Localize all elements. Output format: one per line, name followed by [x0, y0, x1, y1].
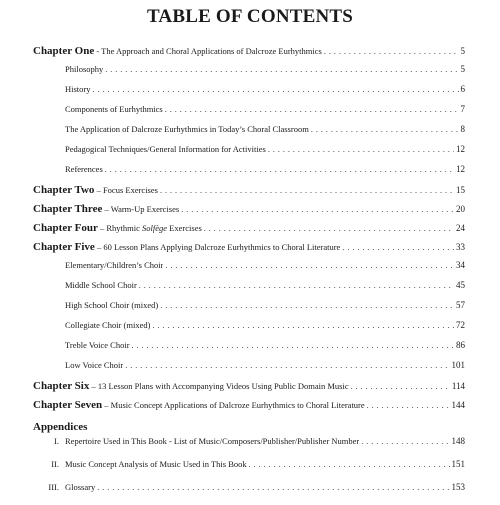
toc-entry-chapter-four[interactable] [33, 222, 465, 241]
section-label: Philosophy [65, 64, 104, 74]
dot-leader [367, 401, 450, 410]
chapter-description: – Focus Exercises [94, 185, 158, 195]
toc-entry-elementary[interactable] [33, 260, 465, 280]
solfege-italic: Solfège [142, 223, 168, 233]
page-number: 148 [451, 436, 465, 446]
section-label: References [65, 164, 103, 174]
chapter-name: Chapter Six [33, 380, 90, 392]
dot-leader [351, 382, 450, 391]
dot-leader [97, 483, 449, 492]
toc-entry-appendix-1[interactable] [33, 436, 465, 459]
dot-leader [165, 261, 454, 270]
appendix-numeral: II. [51, 459, 59, 469]
section-label: Treble Voice Choir [65, 340, 130, 350]
chapter-name: Chapter Two [33, 184, 95, 196]
dot-leader [93, 85, 459, 94]
toc-entry-application[interactable] [33, 124, 465, 144]
page-number: 144 [451, 400, 465, 410]
dot-leader [361, 437, 449, 446]
page-number: 7 [460, 104, 465, 114]
section-label: Middle School Choir [65, 280, 137, 290]
page-title: TABLE OF CONTENTS [146, 6, 354, 27]
toc-entry-high-school[interactable] [33, 300, 465, 320]
page-number: 45 [456, 280, 465, 290]
toc-entry-pedagogical[interactable] [33, 144, 465, 164]
section-label: Low Voice Choir [65, 360, 124, 370]
dot-leader [160, 301, 454, 310]
dot-leader [139, 281, 454, 290]
dot-leader [249, 460, 450, 469]
page-number: 15 [456, 185, 465, 195]
dot-leader [125, 361, 449, 370]
chapter-description: – Warm-Up Exercises [102, 204, 180, 214]
toc-entry-history[interactable] [33, 84, 465, 104]
section-label: Elementary/Children’s Choir [65, 260, 164, 270]
section-label: High School Choir (mixed) [65, 300, 159, 310]
dot-leader [204, 224, 454, 233]
page-number: 101 [451, 360, 465, 370]
page-number: 153 [451, 482, 465, 492]
dot-leader [268, 145, 454, 154]
appendix-label: Repertoire Used in This Book - List of Music/Composers/Publisher/Publisher Number [65, 436, 360, 446]
toc-entry-appendix-3[interactable] [33, 482, 465, 505]
page-number: 24 [456, 223, 465, 233]
page-number: 20 [456, 204, 465, 214]
toc-entry-components[interactable] [33, 104, 465, 124]
chapter-description: – Rhythmic Solfège Exercises [97, 223, 202, 233]
dot-leader [165, 105, 459, 114]
appendix-label: Music Concept Analysis of Music Used in This Book [65, 459, 247, 469]
page-number: 86 [456, 340, 465, 350]
page-number: 12 [456, 164, 465, 174]
appendices-heading: Appendices [33, 421, 88, 433]
page-number: 8 [460, 124, 465, 134]
chapter-description: - The Approach and Choral Applications of Dalcroze Eurhythmics [94, 46, 322, 56]
page-number: 72 [456, 320, 465, 330]
chapter-description: – 13 Lesson Plans with Accompanying Videos Using Public Domain Music [89, 381, 349, 391]
page-number: 5 [460, 64, 465, 74]
chapter-name: Chapter One [33, 45, 95, 57]
chapter-name: Chapter Five [33, 241, 95, 253]
section-label: Pedagogical Techniques/General Information for Activities [65, 144, 266, 154]
page-number: 114 [451, 381, 465, 391]
page-number: 151 [451, 459, 465, 469]
dot-leader [181, 205, 454, 214]
toc-entry-philosophy[interactable] [33, 64, 465, 84]
chapter-name: Chapter Four [33, 222, 98, 234]
chapter-description: – 60 Lesson Plans Applying Dalcroze Eurhythmics to Choral Literature [94, 242, 341, 252]
appendix-numeral: III. [48, 482, 59, 492]
chapter-description: – Music Concept Applications of Dalcroze Eurhythmics to Choral Literature [102, 400, 365, 410]
toc-entry-low-voice[interactable] [33, 360, 465, 380]
toc-entry-chapter-seven[interactable] [33, 399, 465, 418]
toc-entry-appendix-2[interactable] [33, 459, 465, 482]
section-label: The Application of Dalcroze Eurhythmics in Today’s Choral Classroom [65, 124, 309, 134]
page-number: 5 [460, 46, 465, 56]
chapter-name: Chapter Three [33, 203, 103, 215]
appendix-numeral: I. [54, 436, 59, 446]
page-number: 33 [456, 242, 465, 252]
appendix-label: Glossary [65, 482, 96, 492]
toc-entry-collegiate[interactable] [33, 320, 465, 340]
section-label: History [65, 84, 91, 94]
table-of-contents [33, 45, 465, 505]
toc-entry-chapter-two[interactable] [33, 184, 465, 203]
dot-leader [105, 165, 454, 174]
page-number: 6 [460, 84, 465, 94]
toc-entry-middle-school[interactable] [33, 280, 465, 300]
toc-entry-references[interactable] [33, 164, 465, 184]
toc-entry-chapter-six[interactable] [33, 380, 465, 399]
dot-leader [105, 65, 458, 74]
dot-leader [152, 321, 454, 330]
toc-entry-treble[interactable] [33, 340, 465, 360]
dot-leader [132, 341, 454, 350]
toc-entry-chapter-five[interactable] [33, 241, 465, 260]
dot-leader [324, 47, 459, 56]
page-number: 12 [456, 144, 465, 154]
toc-entry-chapter-one[interactable] [33, 45, 465, 64]
dot-leader [311, 125, 459, 134]
chapter-name: Chapter Seven [33, 399, 103, 411]
dot-leader [342, 243, 454, 252]
section-label: Collegiate Choir (mixed) [65, 320, 151, 330]
section-label: Components of Eurhythmics [65, 104, 163, 114]
toc-entry-chapter-three[interactable] [33, 203, 465, 222]
dot-leader [160, 186, 454, 195]
page-number: 57 [456, 300, 465, 310]
page-number: 34 [456, 260, 465, 270]
